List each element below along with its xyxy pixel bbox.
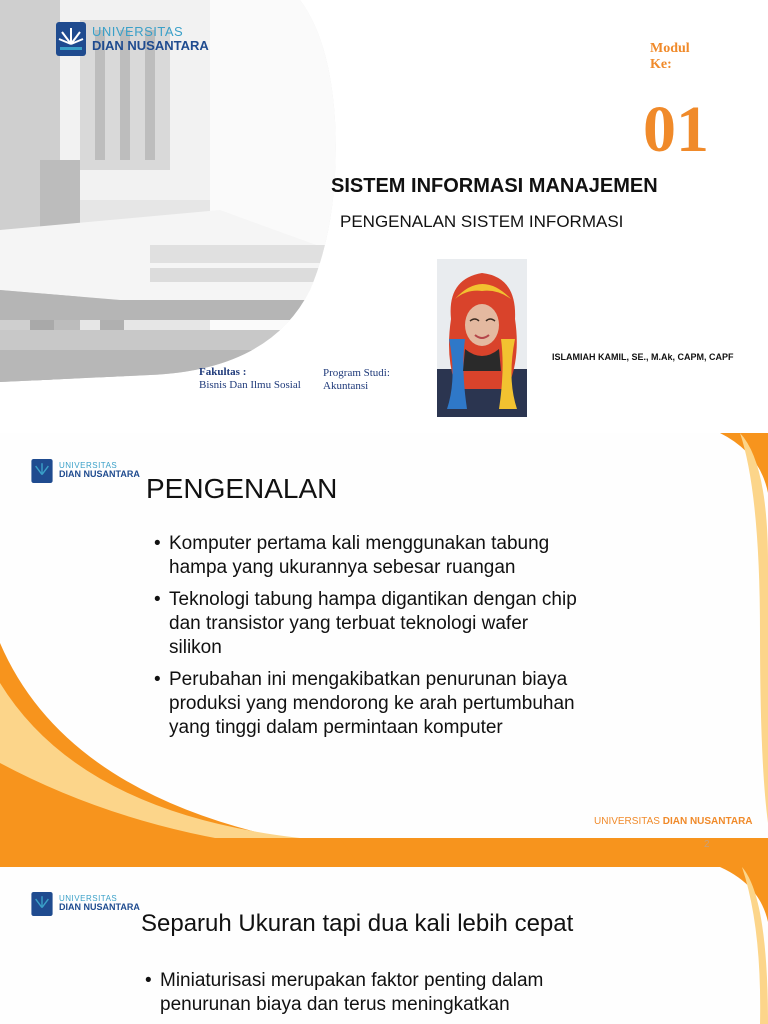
university-logo (56, 22, 209, 56)
university-logo-icon (56, 22, 86, 56)
prodi-info (323, 367, 390, 393)
author-photo (437, 259, 527, 417)
bullet-line: Perubahan ini mengakibatkan penurunan biaya (169, 669, 568, 690)
prodi-value: Akuntansi (323, 380, 369, 393)
fakultas-value: Bisnis Dan Ilmu Sosial (199, 379, 301, 392)
bullet-item (154, 668, 634, 740)
bullet-list (154, 532, 634, 748)
footer-brand-b: DIAN NUSANTARA (662, 816, 753, 827)
course-title: SISTEM INFORMASI MANAJEMEN (331, 175, 658, 197)
logo-text-bottom: DIAN NUSANTARA (59, 902, 140, 913)
fakultas-info (199, 366, 301, 392)
title-slide (0, 0, 768, 420)
university-logo (31, 459, 140, 483)
bullet-line: hampa yang ukurannya sebesar ruangan (169, 557, 516, 578)
bullet-line: Teknologi tabung hampa digantikan dengan chip (169, 589, 577, 610)
modul-label-line1: Modul (650, 41, 690, 56)
bullet-line: penurunan biaya dan terus meningkatkan (160, 994, 510, 1015)
logo-text-bottom: DIAN NUSANTARA (59, 469, 140, 480)
page-number: 2 (704, 839, 710, 850)
slide-title: Separuh Ukuran tapi dua kali lebih cepat (141, 910, 574, 937)
bullet-line: Miniaturisasi merupakan faktor penting dalam (160, 970, 544, 991)
logo-text-top: UNIVERSITAS (59, 461, 118, 471)
bullet-line: silikon (169, 637, 222, 658)
logo-text-top: UNIVERSITAS (59, 894, 118, 904)
bullet-item (145, 969, 645, 1017)
bullet-item (154, 588, 634, 660)
course-subtitle: PENGENALAN SISTEM INFORMASI (340, 212, 624, 231)
university-logo-icon (31, 459, 53, 483)
slide-title: PENGENALAN (146, 473, 338, 504)
bullet-list (145, 969, 645, 1024)
author-name: ISLAMIAH KAMIL, SE., M.Ak, CAPM, CAPF (552, 352, 734, 362)
bullet-line: Komputer pertama kali menggunakan tabung (169, 533, 550, 554)
modul-label (650, 41, 690, 73)
slide-separuh-ukuran (0, 867, 768, 1024)
fakultas-label: Fakultas : (199, 366, 247, 378)
bullet-line: produksi yang mendorong ke arah pertumbuhan (169, 693, 575, 714)
university-logo-icon (31, 892, 53, 916)
bullet-line: yang tinggi dalam permintaan komputer (169, 717, 503, 738)
building-photo (0, 0, 340, 390)
bullet-item (154, 532, 634, 580)
slide-gap (0, 420, 768, 433)
modul-number: 01 (643, 93, 709, 166)
prodi-label: Program Studi: (323, 367, 390, 379)
logo-text-top: UNIVERSITAS (92, 24, 184, 40)
footer-brand-a: UNIVERSITAS (594, 816, 660, 827)
university-logo (31, 892, 140, 916)
bullet-line: dan transistor yang terbuat teknologi wafer (169, 613, 529, 634)
logo-text-bottom: DIAN NUSANTARA (92, 38, 209, 53)
slide-pengenalan (0, 433, 768, 867)
modul-label-line2: Ke: (650, 57, 672, 73)
footer-brand (594, 816, 753, 827)
